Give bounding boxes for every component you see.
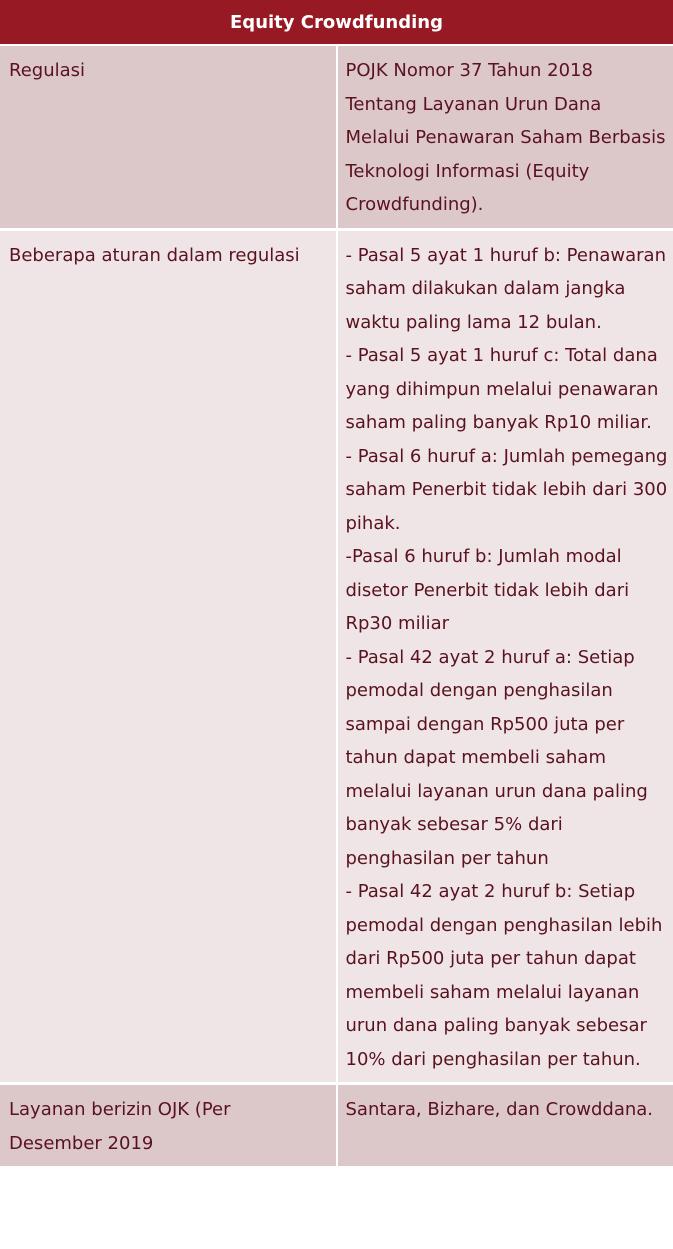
table-header-row [0,0,673,45]
rule-item: - Pasal 5 ayat 1 huruf c: Total dana yang dihimpun melalui penawaran saham paling banyak Rp10 miliar. [345,345,659,433]
row-label-regulasi: Regulasi [0,45,337,229]
table-row [0,1084,673,1168]
rule-item: - Pasal 5 ayat 1 huruf b: Penawaran saham dilakukan dalam jangka waktu paling lama 12 bulan. [345,244,666,333]
table-row [0,45,673,229]
rule-item: -Pasal 6 huruf b: Jumlah modal disetor Penerbit tidak lebih dari Rp30 miliar [345,546,630,634]
rule-item: - Pasal 6 huruf a: Jumlah pemegang saham Penerbit tidak lebih dari 300 pihak. [345,445,668,534]
row-value-aturan [337,229,673,1084]
row-value-regulasi: POJK Nomor 37 Tahun 2018 Tentang Layanan Urun Dana Melalui Penawaran Saham Berbasis Teknologi Informasi (Equity Crowdfunding). [337,45,673,229]
rule-item: - Pasal 42 ayat 2 huruf a: Setiap pemodal dengan penghasilan sampai dengan Rp500 juta per tahun dapat membeli saham melalui layanan urun dana paling banyak sebesar 5% dari penghasilan per tahun [345,646,648,869]
table-title: Equity Crowdfunding [0,0,673,45]
row-value-layanan: Santara, Bizhare, dan Crowddana. [337,1084,673,1168]
row-label-aturan: Beberapa aturan dalam regulasi [0,229,337,1084]
table-row [0,229,673,1084]
rule-item: - Pasal 42 ayat 2 huruf b: Setiap pemodal dengan penghasilan lebih dari Rp500 juta per tahun dapat membeli saham melalui layanan urun dana paling banyak sebesar 10% dari penghasilan per tahun. [345,881,663,1070]
row-label-layanan: Layanan berizin OJK (Per Desember 2019 [0,1084,337,1168]
